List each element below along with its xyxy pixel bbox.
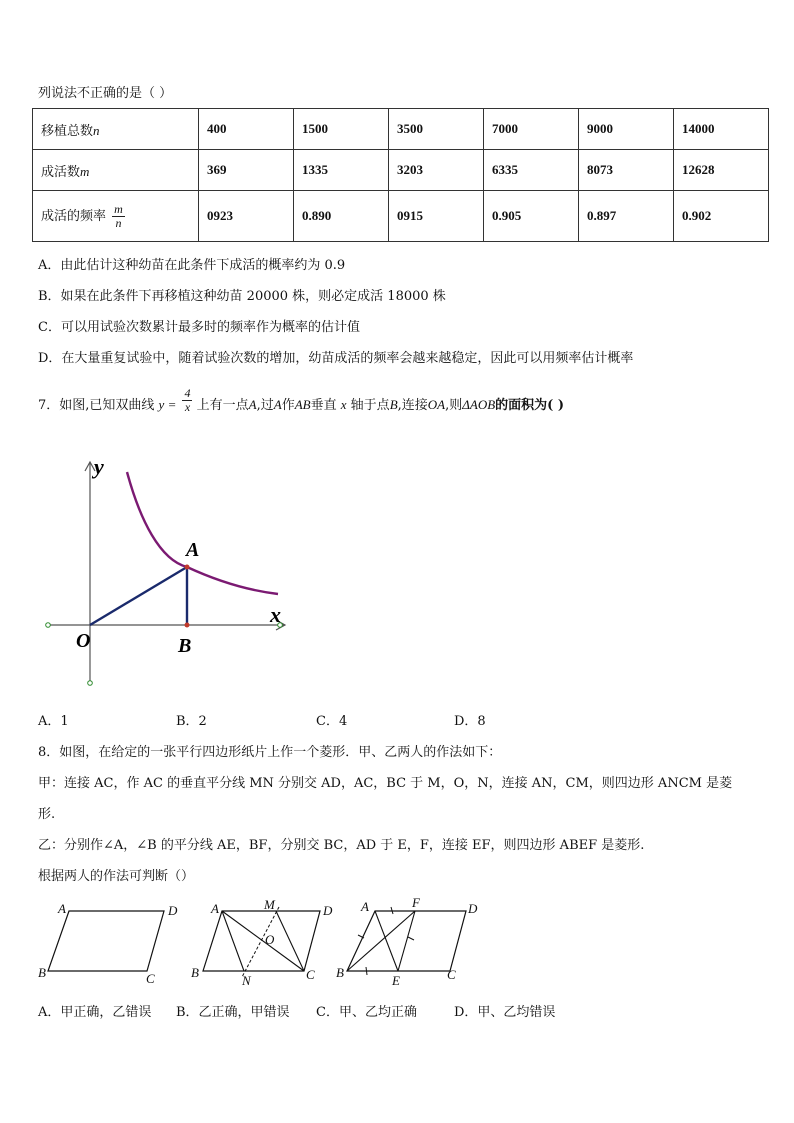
table-cell: 3500 [389, 109, 484, 150]
fig2-label-o: O [265, 932, 275, 947]
table-cell: 0.905 [484, 191, 579, 242]
fig3-label-c: C [447, 967, 456, 982]
q8-yi: 乙：分别作∠A，∠B 的平分线 AE，BF，分别交 BC，AD 于 E，F，连接 EF，则四边形 ABEF 是菱形. [38, 838, 645, 853]
axis-end-point [46, 623, 51, 628]
q8-jia-line1: 甲：连接 AC，作 AC 的垂直平分线 MN 分别交 AD，AC，BC 于 M，O，N，连接 AN，CM，则四边形 ANCM 是菱 [38, 776, 733, 791]
row-label-transplant [33, 109, 199, 150]
table-cell: 0.902 [674, 191, 769, 242]
q7-text: ,连接 [397, 398, 428, 413]
table-row [33, 150, 769, 191]
q7-text: 轴于点 [350, 398, 390, 413]
fraction-m-over-n [112, 203, 125, 230]
q8-option-b: B．乙正确，甲错误 [176, 1005, 290, 1020]
table-row [33, 191, 769, 242]
row-label-text: 成活数 [41, 164, 81, 180]
q7-text: ,过 [256, 398, 274, 413]
fig2-label-d: D [323, 903, 333, 918]
label-y: y [94, 454, 104, 479]
segment-cm [276, 911, 304, 971]
q7-option-a: A．1 [38, 714, 69, 729]
point-a [185, 565, 190, 570]
axis-end-point [88, 681, 93, 686]
hyperbola-curve [127, 472, 278, 594]
fig2-label-c: C [306, 967, 315, 982]
q7-text: 上有一点 [196, 398, 249, 413]
label-a: A [186, 539, 200, 561]
fig1-label-b: B [38, 965, 46, 980]
fig2-label-m: M [264, 897, 275, 912]
segment-an [222, 911, 244, 971]
point-b [185, 623, 190, 628]
q7-stem [38, 386, 564, 414]
q8-jia-line2: 形. [38, 807, 56, 822]
q7-var: B [389, 397, 398, 412]
table-cell: 8073 [579, 150, 674, 191]
row-label-frequency [33, 191, 199, 242]
fig2-label-n: N [242, 973, 251, 988]
q7-var: AB [294, 397, 311, 412]
table-cell: 6335 [484, 150, 579, 191]
table-cell: 3203 [389, 150, 484, 191]
table-row [33, 109, 769, 150]
table-cell: 14000 [674, 109, 769, 150]
table-cell: 1335 [294, 150, 389, 191]
diagonal-ac [222, 911, 304, 971]
row-label-text: 移植总数 [41, 123, 94, 139]
table-cell: 1500 [294, 109, 389, 150]
table-cell: 369 [199, 150, 294, 191]
label-b: B [178, 635, 192, 657]
table-cell: 0923 [199, 191, 294, 242]
q7-option-c: C．4 [316, 714, 348, 729]
fraction-denominator: n [115, 215, 122, 230]
row-label-text: 成活的频率 [41, 208, 107, 224]
fraction-4-over-x [182, 387, 192, 414]
fig2-label-a: A [211, 901, 219, 916]
tick-mark [408, 937, 414, 940]
segment-oa [90, 567, 187, 625]
table-cell: 0915 [389, 191, 484, 242]
bisector-ae [375, 911, 398, 971]
q8-stem: 8．如图，在给定的一张平行四边形纸片上作一个菱形．甲、乙两人的作法如下： [38, 745, 502, 760]
fraction-numerator: 4 [184, 386, 191, 400]
fraction-numerator: m [114, 201, 123, 216]
row-var-m: m [80, 163, 90, 179]
q7-eq-lhs: y = [158, 397, 177, 412]
parallelogram-2 [203, 911, 320, 971]
table-cell: 9000 [579, 109, 674, 150]
row-label-survived [33, 150, 199, 191]
fig3-label-b: B [336, 965, 344, 980]
parallelogram-figures [36, 895, 496, 990]
table-cell: 0.897 [579, 191, 674, 242]
bisector-bf [347, 911, 415, 971]
label-x: x [270, 602, 281, 627]
q7-text: 垂直 [310, 398, 337, 413]
q7-prefix: 7．如图,已知双曲线 [38, 398, 155, 413]
q6-stem: 列说法不正确的是（ ） [38, 86, 173, 101]
q7-var: x [340, 397, 347, 412]
parallelogram-1 [48, 911, 164, 971]
q8-judge: 根据两人的作法可判断（） [38, 869, 195, 884]
fig3-label-d: D [468, 901, 478, 916]
q7-var: A [273, 397, 282, 412]
label-o: O [76, 630, 91, 652]
q6-option-a: A．由此估计这种幼苗在此条件下成活的概率约为 0.9 [38, 258, 346, 273]
q6-option-c: C．可以用试验次数累计最多时的频率作为概率的估计值 [38, 320, 360, 335]
fig3-label-e: E [392, 973, 400, 988]
table-cell: 0.890 [294, 191, 389, 242]
fraction-denominator: x [184, 400, 191, 414]
frequency-table [32, 108, 769, 242]
row-var-n: n [93, 122, 100, 138]
q6-option-b: B．如果在此条件下再移植这种幼苗 20000 株，则必定成活 18000 株 [38, 289, 446, 304]
q7-suffix: 的面积为( ) [495, 398, 564, 413]
q7-option-b: B．2 [176, 714, 207, 729]
q6-option-d: D．在大量重复试验中，随着试验次数的增加，幼苗成活的频率会越来越稳定，因此可以用频率估计概率 [38, 351, 634, 366]
fig1-label-c: C [146, 971, 155, 986]
q8-option-a: A．甲正确，乙错误 [38, 1005, 152, 1020]
q7-text: 作 [281, 398, 295, 413]
hyperbola-graph [40, 450, 300, 695]
q7-option-d: D．8 [454, 714, 486, 729]
fig1-label-d: D [168, 903, 178, 918]
fig3-label-a: A [361, 899, 369, 914]
fig2-label-b: B [191, 965, 199, 980]
fig3-label-f: F [412, 895, 420, 910]
table-cell: 400 [199, 109, 294, 150]
q7-var: A [248, 397, 257, 412]
table-cell: 7000 [484, 109, 579, 150]
table-cell: 12628 [674, 150, 769, 191]
q8-option-c: C．甲、乙均正确 [316, 1005, 417, 1020]
q8-option-d: D．甲、乙均错误 [454, 1005, 556, 1020]
q7-var: OA [427, 397, 446, 412]
segment-ef [398, 911, 415, 971]
fig1-label-a: A [58, 901, 66, 916]
q7-var: ΔAOB [462, 397, 496, 412]
tick-mark [366, 967, 367, 975]
q7-text: ,则 [445, 398, 463, 413]
